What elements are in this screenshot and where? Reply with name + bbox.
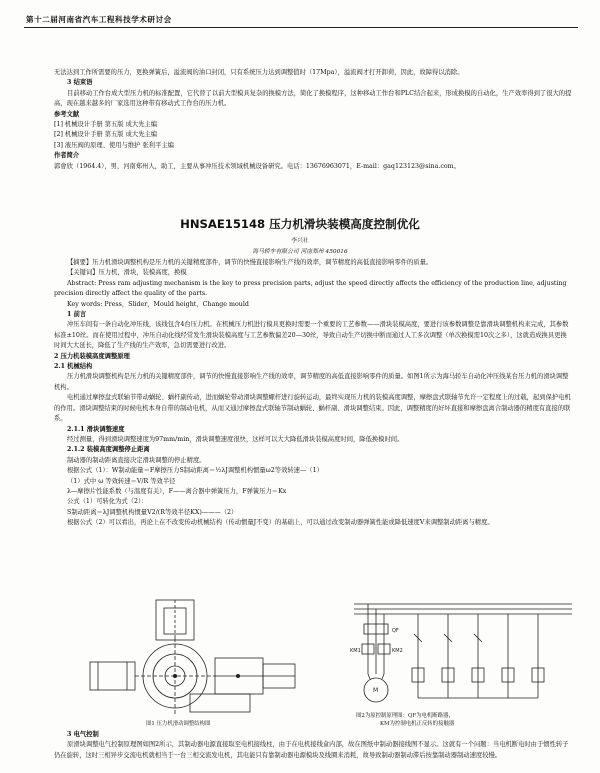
section-2-1-2-intro: 制动器的制动距离直接决定滑块调整的停止精度。 — [67, 456, 206, 464]
section-3 — [54, 730, 572, 761]
section-2-heading: 2 压力机装模高度调整原理 — [54, 352, 130, 360]
running-header: 第十二届河南省汽车工程科技学术研讨会 — [26, 15, 172, 24]
figure-2-schematic — [348, 598, 578, 706]
formula-line: λ—摩擦片性能系数（与温度有关），F——离合器中弹簧压力，F弹簧压力＝Kx — [67, 487, 287, 495]
formula-line: S制动距离＝λJ调整机构惯量V2/(R等效半径KX)———（2） — [67, 508, 238, 516]
references-heading: 参考文献 — [54, 110, 80, 118]
figure-2-caption-line-1: 图2为原控制原理图：QF为电机断路器， — [356, 713, 454, 719]
section-2-1-text-1: 压力机滑块调整机构是压力机的关键精度部件，调节的快慢直接影响生产线的效率，调节精度的高低直接影响零件的质量。如图1所示为海马轿车自动化冲压线某台压力机的滑块调整机构。 — [54, 373, 569, 391]
article-body — [54, 258, 572, 529]
figure-2 — [348, 598, 578, 706]
previous-article-tail — [54, 68, 572, 172]
formula-conclusion: 根据公式（2）可以看出，再论上在不改变传动机械结构（传动惯量J不变）的基础上，可以通过改变制动器弹簧性能或降低速度V来调整制动距离与精度。 — [67, 519, 494, 527]
section-2-1-2-heading: 2.1.2 装模高度调整停止距离 — [67, 446, 150, 454]
conclusion-text: 目前移动工作台成大型压力机的标准配置，它代替了以前大型模具复杂的换模方法，简化了换模程序，这种移动工作台和PLC结合起来，形成换模的自动化，生产效率得到了很大的提高，现在越来越多的厂家选用这种带有移动式工作台的压力机。 — [54, 89, 572, 108]
section-2-1-1-heading: 2.1.1 滑块调整速度 — [67, 425, 125, 433]
reference-item: [2] 机械设计手册 第五版 成大先主编 — [54, 131, 158, 139]
section-3-heading: 3 电气控制 — [67, 731, 99, 738]
qf-label: QF — [392, 628, 399, 634]
section-1-text: 冲压车间有一条自动化冲压线，该线包含4台压力机。在机械压力机进行模具更换时需要一个重要的工艺参数——滑块装模高度，要进行该参数调整是靠滑块调整机构来完成，其参数标准±10丝。而在使用过程中，冲压自动化线经常发生滑块装模高度与工艺参数偏差20—30丝，导致自动生产切换中断而通过人工多次调整（单次换模需10次之多），这就造成换具更换时间大大延长，降低了生产线的生产效率，急切需要进行改进。 — [54, 321, 569, 350]
figure-2-caption-line-2: KM为控制电机正反转的接触器 — [380, 721, 455, 727]
figure-1-drawing — [80, 598, 302, 716]
reference-item: [3] 液压阀的原理、使用与维护 张利平主编 — [54, 141, 174, 149]
abstract-en: Abstract: Press ram adjusting mechanism is the key to press precision parts, adjust the speed directly affects the efficiency of the production line, adjusting precision directly affect the quality of the parts. — [54, 279, 567, 298]
section-2-1-heading: 2.1 机械结构 — [54, 363, 93, 371]
formula-intro: 根据公式（1）：W制动能量＝F摩擦压力S制动距离＝½λJ调整机构惯量ω2等效转速—（1） — [67, 467, 323, 475]
conclusion-heading: 3 结束语 — [67, 79, 93, 87]
section-1-heading: 1 前言 — [67, 311, 87, 319]
article-title: HNSAE15148 压力机滑块装模高度控制优化 — [180, 217, 420, 231]
motor-label: M — [373, 687, 379, 694]
author-bio-text: 郭會欣（1964.4），男，河南郑州人，助工，主要从事冲压技术领域机械设备研究。电话：13676963071，E-mail：gaq123123@sina.com。 — [54, 162, 460, 170]
section-2-1-1-text: 经过测量，得到滑块调整速度为97mm/min，滑块调整速度很快，这样可以大大降低滑块装模高度时间，降低换模时间。 — [67, 435, 404, 443]
article-affiliation: 海马轿车有限公司 河南郑州 450016 — [252, 249, 348, 255]
section-3-text: 原滑块调整电气控制原理图如图2所示，其制动器电源直接取至电机接线柱，由于在电机接线盒内部，故在图纸中制动器接线图不显示。这就有一个问题：当电机断电时由于惯性转子仍在旋转，这时三相异步交流电机就相当于一台三相交流发电机，其电能只有靠制动器电源模块及线圈来消耗，故导致制动器制动滞后按靠制动器制动速度较慢。 — [54, 741, 569, 759]
formula-line: （1）式中 ω 等效转速＝V/R 等效半径 — [67, 477, 176, 485]
article-author: 李兴社 — [291, 238, 309, 244]
keywords-cn: 【关键词】压力机，滑块，装模高度，换模 — [67, 269, 187, 277]
header-rule — [24, 27, 578, 28]
section-2-1-text-2: 电机通过摩擦盘式联轴节带动蜗轮、蜗杆副传动，进而蜗轮带动滑块调整螺杆进行旋转运动，最终实现压力机的装模高度调整，摩擦盘式联轴节允许一定程度上的过载，起到保护电机的作用。滑块调整结束的时候电机本身自带的制动电机，从而又通过摩擦盘式联轴节制动蜗轮、蜗杆副、滑块调整结束。因此，调整精度的好坏直接和摩擦盘离合制动器的精度有直接的联系。 — [54, 394, 571, 423]
figure-2-caption — [356, 712, 454, 728]
km2-label: KM2 — [392, 648, 403, 654]
formula-line: 公式（1）可转化为式（2）： — [67, 498, 148, 506]
intro-paragraph: 无法达到工作所需要的压力，更换弹簧后，溢流阀的油口封闭，只有系统压力达到调整值时（17Mpa），溢流阀才打开卸荷，因此，故障得以消除。 — [54, 69, 464, 76]
author-bio-heading: 作者简介 — [54, 152, 80, 160]
keywords-en: Key words: Press，Slider，Mould height，Change mould — [67, 300, 249, 308]
abstract-cn: 【摘要】压力机滑块调整机构是压力机的关键精度部件，调节的快慢直接影响生产线的效率，调节精度的高低直接影响零件的质量。 — [67, 259, 433, 266]
km1-label: KM1 — [350, 648, 361, 654]
figure-1 — [80, 598, 302, 716]
figure-1-caption: 图1 压力机滑动调整结构图 — [146, 721, 211, 727]
reference-item: [1] 机械设计手册 第五版 成大先主编 — [54, 121, 158, 129]
